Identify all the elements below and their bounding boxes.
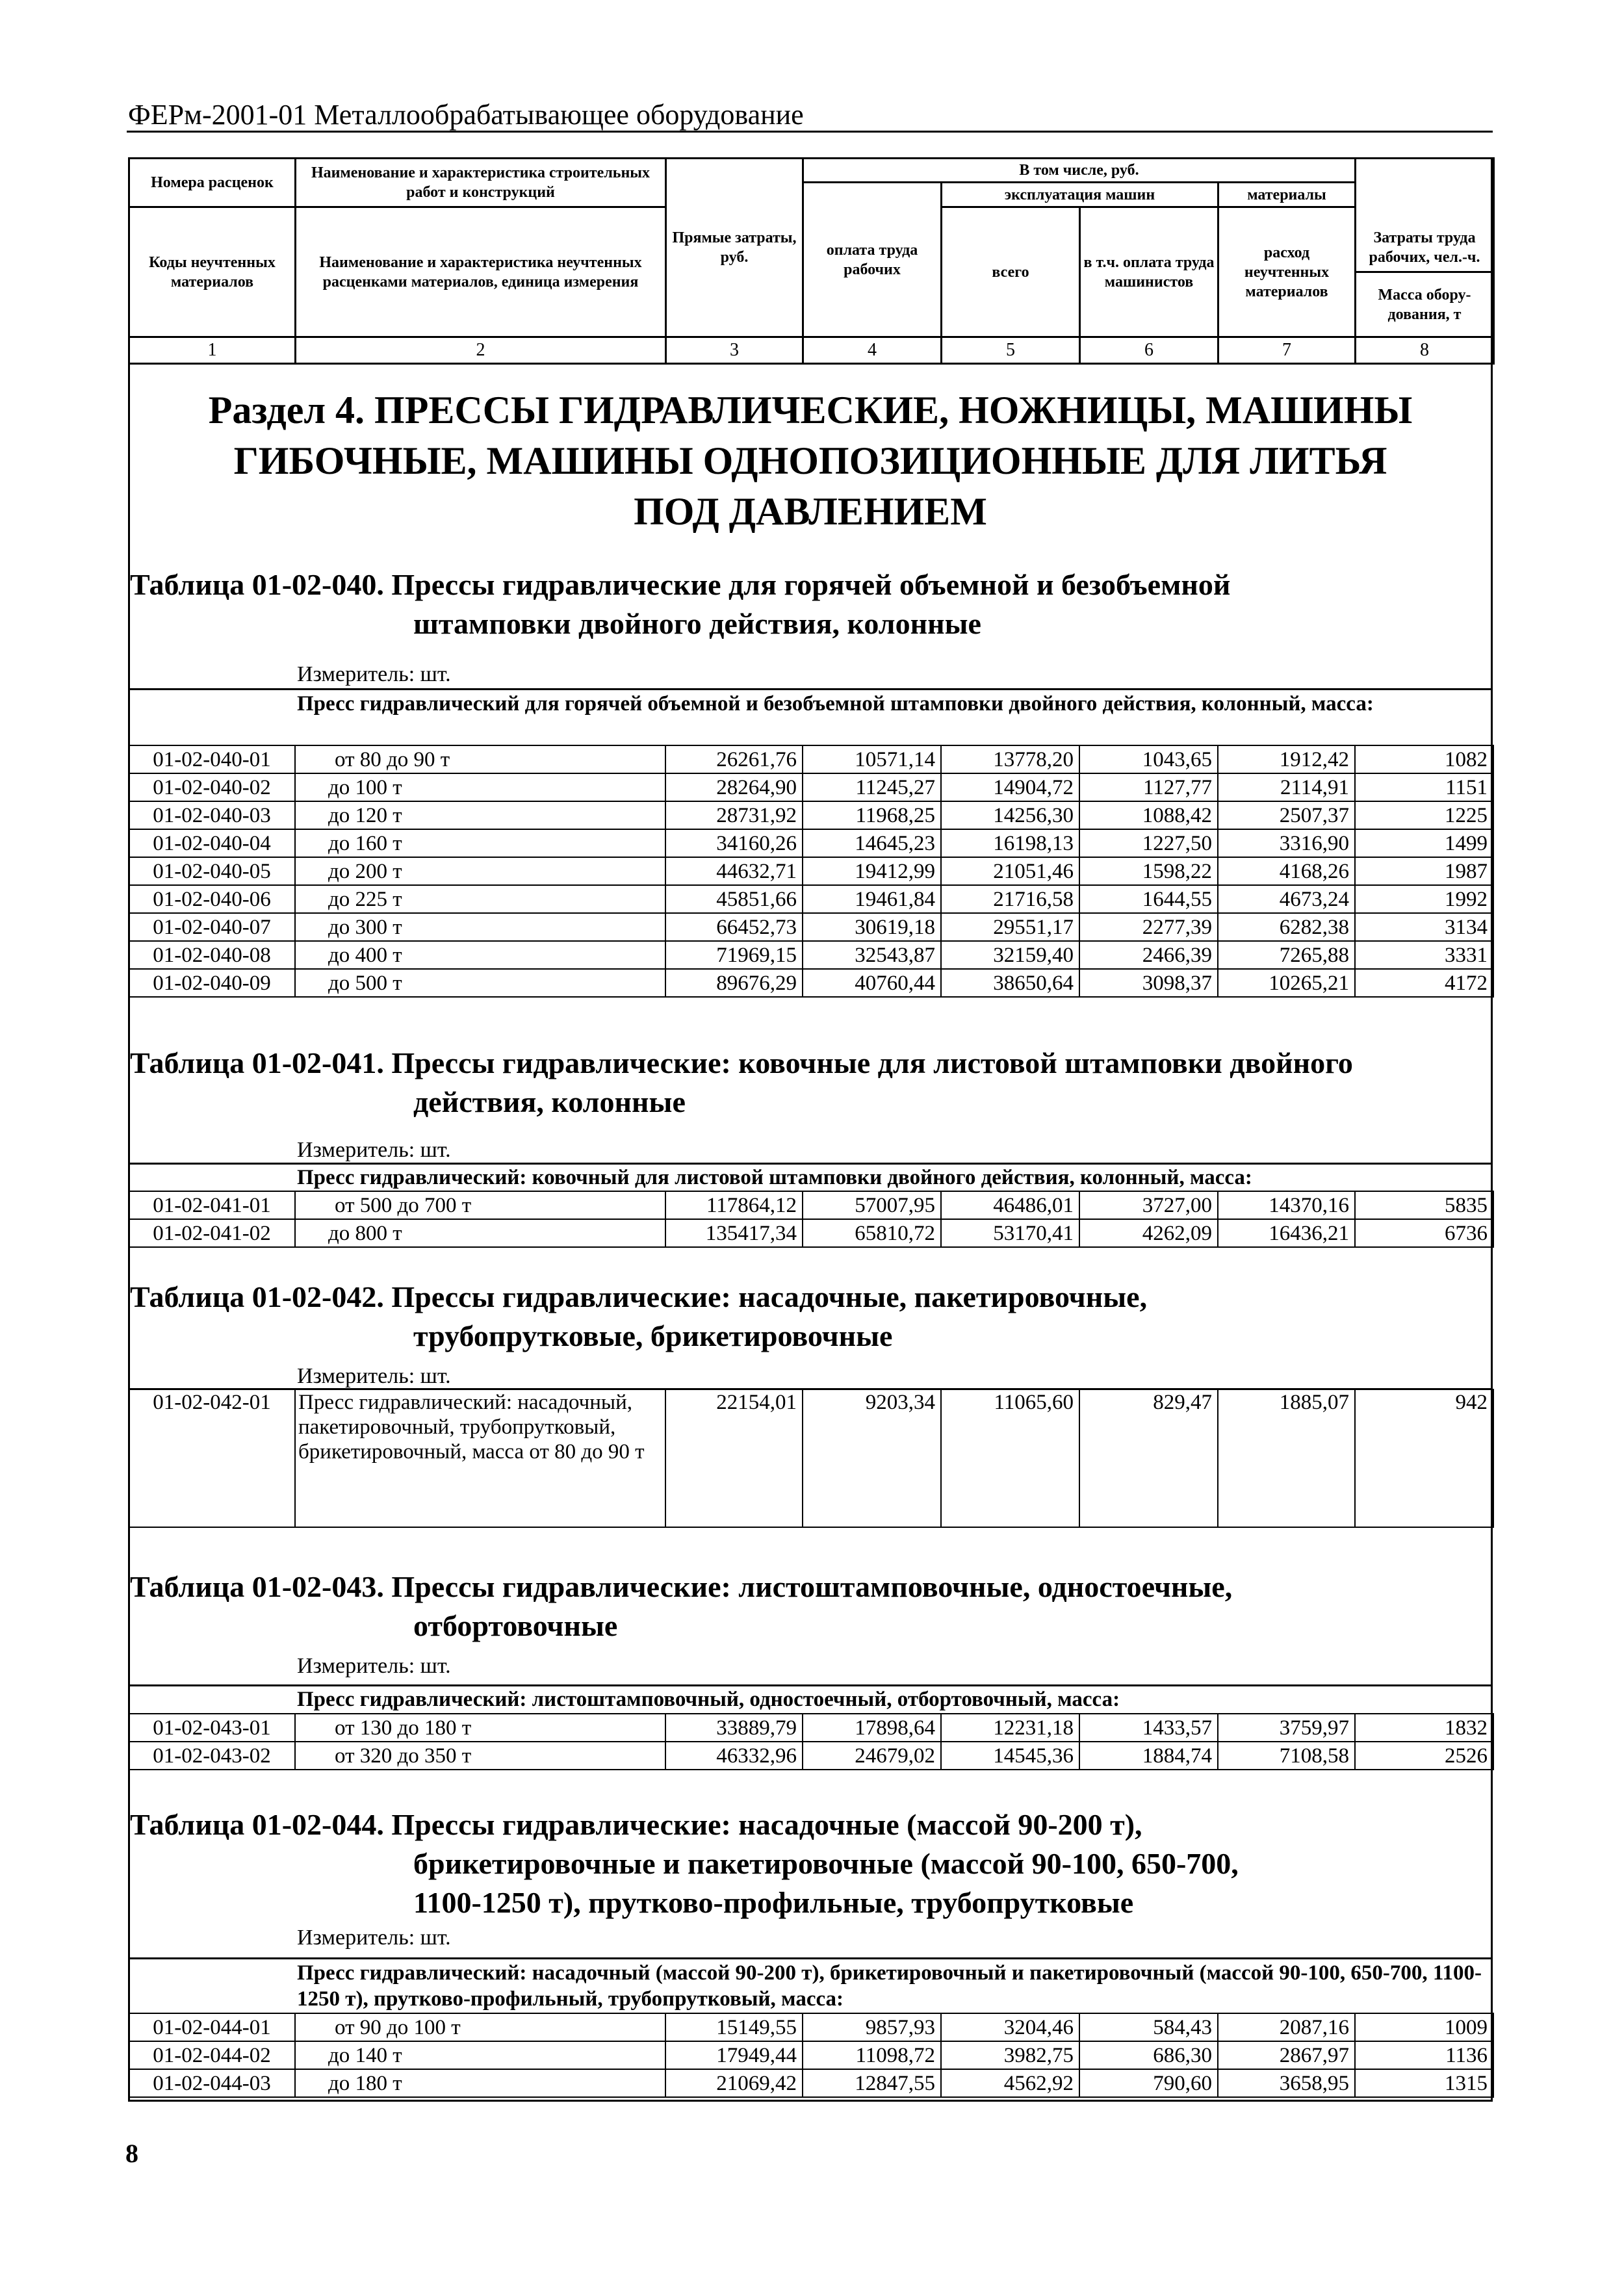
rate-code: 01-02-040-05 <box>129 857 295 885</box>
table-row <box>129 2041 1493 2069</box>
col4-header: оплата труда рабочих <box>803 183 942 337</box>
labor-hours: 4172 <box>1355 969 1493 997</box>
machines-total: 21051,46 <box>941 857 1079 885</box>
machinist-wages: 1598,22 <box>1079 857 1218 885</box>
labor-hours: 1225 <box>1355 801 1493 829</box>
worker-wages: 40760,44 <box>803 969 941 997</box>
col7-header: расход неучтенных материалов <box>1218 207 1356 337</box>
direct-costs: 44632,71 <box>665 857 803 885</box>
machines-total: 16198,13 <box>941 829 1079 857</box>
col1-header-top: Номера расценок <box>129 159 296 207</box>
table-044-rows <box>128 2013 1494 2098</box>
table-040-measure: Измеритель: шт. <box>297 662 451 686</box>
labor-hours: 5835 <box>1355 1191 1493 1219</box>
col-number-4: 4 <box>803 337 942 364</box>
rate-code: 01-02-040-01 <box>129 745 295 773</box>
table-042-title-rest: трубопрутковые, брикетировочные <box>413 1319 893 1352</box>
direct-costs: 26261,76 <box>665 745 803 773</box>
column-header <box>128 157 1495 365</box>
machines-total: 4562,92 <box>941 2069 1079 2097</box>
document-header-title: ФЕРм-2001-01 Металлообрабатывающее оборудование <box>128 99 804 131</box>
description: от 320 до 350 т <box>295 1742 665 1770</box>
materials-cost: 2114,91 <box>1218 773 1355 801</box>
rate-code: 01-02-044-02 <box>129 2041 295 2069</box>
rate-code: 01-02-040-08 <box>129 941 295 969</box>
header-rule <box>127 131 1493 133</box>
description: до 100 т <box>295 773 665 801</box>
materials-cost: 10265,21 <box>1218 969 1355 997</box>
table-043-measure: Измеритель: шт. <box>297 1654 451 1678</box>
col-number-3: 3 <box>666 337 803 364</box>
description: до 300 т <box>295 913 665 941</box>
labor-hours: 1136 <box>1355 2041 1493 2069</box>
table-row <box>129 745 1493 773</box>
page-number: 8 <box>125 2139 138 2168</box>
col5-header: всего <box>942 207 1080 337</box>
in-total-group-header: В том числе, руб. <box>803 159 1356 183</box>
rate-code: 01-02-044-03 <box>129 2069 295 2097</box>
col2-header-top: Наименование и характеристика строительных работ и конструкций <box>296 159 666 207</box>
table-043-title <box>130 1567 1488 1645</box>
materials-cost: 2507,37 <box>1218 801 1355 829</box>
machinist-wages: 1884,74 <box>1079 1742 1218 1770</box>
table-row <box>129 773 1493 801</box>
col3-header: Прямые затраты, руб. <box>666 159 803 337</box>
description: от 500 до 700 т <box>295 1191 665 1219</box>
table-043-rows <box>128 1713 1494 1770</box>
materials-cost: 1885,07 <box>1218 1389 1355 1527</box>
table-row <box>129 1742 1493 1770</box>
table-040-subhead: Пресс гидравлический для горячей объемной и безобъемной штамповки двойного действия, колонный, масса: <box>297 692 1374 716</box>
machinist-wages: 1433,57 <box>1079 1714 1218 1742</box>
rate-code: 01-02-041-01 <box>129 1191 295 1219</box>
machinist-wages: 1088,42 <box>1079 801 1218 829</box>
labor-hours: 3331 <box>1355 941 1493 969</box>
materials-cost: 16436,21 <box>1218 1219 1355 1247</box>
col1-header-bottom: Коды неучтенных материалов <box>129 207 296 337</box>
direct-costs: 21069,42 <box>665 2069 803 2097</box>
table-042-rows <box>128 1389 1494 1528</box>
rate-code: 01-02-040-09 <box>129 969 295 997</box>
machines-total: 46486,01 <box>941 1191 1079 1219</box>
col6-header: в т.ч. оплата труда машинистов <box>1080 207 1218 337</box>
table-040-title-lead: Таблица 01-02-040. Прессы гидравлические для горячей объемной и безобъемной <box>130 568 1231 601</box>
table-042-measure: Измеритель: шт. <box>297 1364 451 1388</box>
direct-costs: 33889,79 <box>665 1714 803 1742</box>
machinist-wages: 2277,39 <box>1079 913 1218 941</box>
rate-code: 01-02-044-01 <box>129 2013 295 2041</box>
description: до 180 т <box>295 2069 665 2097</box>
machines-total: 11065,60 <box>941 1389 1079 1527</box>
rate-code: 01-02-043-01 <box>129 1714 295 1742</box>
col-number-5: 5 <box>942 337 1080 364</box>
table-040-rows <box>128 745 1494 998</box>
table-042-title-lead: Таблица 01-02-042. Прессы гидравлические: насадочные, пакетировочные, <box>130 1280 1148 1313</box>
table-row <box>129 913 1493 941</box>
worker-wages: 10571,14 <box>803 745 941 773</box>
description: до 400 т <box>295 941 665 969</box>
worker-wages: 57007,95 <box>803 1191 941 1219</box>
table-044-subhead: Пресс гидравлический: насадочный (массой 90-200 т), брикетировочный и пакетировочный (массой 90-100, 650-700, 1100-1250 т), прутково-профильный, трубопрутковый, масса: <box>297 1961 1482 2011</box>
materials-cost: 2867,97 <box>1218 2041 1355 2069</box>
table-044-title-lead: Таблица 01-02-044. Прессы гидравлические: насадочные (массой 90-200 т), <box>130 1808 1142 1841</box>
table-row <box>129 2069 1493 2097</box>
table-row <box>129 2013 1493 2041</box>
direct-costs: 28264,90 <box>665 773 803 801</box>
table-row <box>129 941 1493 969</box>
labor-hours: 1082 <box>1355 745 1493 773</box>
machines-total: 3982,75 <box>941 2041 1079 2069</box>
table-041-title <box>130 1044 1488 1122</box>
worker-wages: 17898,64 <box>803 1714 941 1742</box>
col8-header-bottom: Масса обору-дования, т <box>1356 272 1494 337</box>
worker-wages: 9203,34 <box>803 1389 941 1527</box>
worker-wages: 65810,72 <box>803 1219 941 1247</box>
direct-costs: 46332,96 <box>665 1742 803 1770</box>
col-number-7: 7 <box>1218 337 1356 364</box>
table-044-title-rest-2: 1100-1250 т), прутково-профильные, трубопрутковые <box>413 1886 1134 1919</box>
table-040-title <box>130 565 1488 643</box>
worker-wages: 19461,84 <box>803 885 941 913</box>
machines-total: 32159,40 <box>941 941 1079 969</box>
machines-total: 29551,17 <box>941 913 1079 941</box>
machinist-wages: 3727,00 <box>1079 1191 1218 1219</box>
labor-hours: 1987 <box>1355 857 1493 885</box>
materials-cost: 4673,24 <box>1218 885 1355 913</box>
table-041-measure: Измеритель: шт. <box>297 1138 451 1162</box>
direct-costs: 135417,34 <box>665 1219 803 1247</box>
materials-cost: 14370,16 <box>1218 1191 1355 1219</box>
labor-hours: 3134 <box>1355 913 1493 941</box>
rate-code: 01-02-040-07 <box>129 913 295 941</box>
description: до 140 т <box>295 2041 665 2069</box>
table-044-title-rest-1: брикетировочные и пакетировочные (массой 90-100, 650-700, <box>413 1847 1239 1880</box>
description: от 80 до 90 т <box>295 745 665 773</box>
table-row <box>129 969 1493 997</box>
description: до 500 т <box>295 969 665 997</box>
materials-cost: 4168,26 <box>1218 857 1355 885</box>
machinist-wages: 2466,39 <box>1079 941 1218 969</box>
machinist-wages: 1227,50 <box>1079 829 1218 857</box>
table-row <box>129 1219 1493 1247</box>
worker-wages: 30619,18 <box>803 913 941 941</box>
divider <box>128 1957 1493 1959</box>
description: до 120 т <box>295 801 665 829</box>
machinist-wages: 584,43 <box>1079 2013 1218 2041</box>
labor-hours: 1832 <box>1355 1714 1493 1742</box>
description: до 160 т <box>295 829 665 857</box>
worker-wages: 9857,93 <box>803 2013 941 2041</box>
description: до 225 т <box>295 885 665 913</box>
description: от 90 до 100 т <box>295 2013 665 2041</box>
machines-total: 21716,58 <box>941 885 1079 913</box>
table-041-subhead: Пресс гидравлический: ковочный для листовой штамповки двойного действия, колонный, масса: <box>297 1166 1252 1189</box>
machines-total: 3204,46 <box>941 2013 1079 2041</box>
table-044-measure: Измеритель: шт. <box>297 1926 451 1950</box>
description: от 130 до 180 т <box>295 1714 665 1742</box>
col8-header-top: Затраты труда рабочих, чел.-ч. <box>1356 159 1494 272</box>
table-043-subhead: Пресс гидравлический: листоштамповочный, одностоечный, отбортовочный, масса: <box>297 1688 1120 1711</box>
table-row <box>129 1389 1493 1527</box>
direct-costs: 15149,55 <box>665 2013 803 2041</box>
description: Пресс гидравлический: насадочный, пакетировочный, трубопрутковый, брикетировочный, масса от 80 до 90 т <box>295 1389 665 1527</box>
table-043-title-rest: отбортовочные <box>413 1609 618 1642</box>
direct-costs: 71969,15 <box>665 941 803 969</box>
rate-code: 01-02-043-02 <box>129 1742 295 1770</box>
rate-code: 01-02-040-03 <box>129 801 295 829</box>
labor-hours: 942 <box>1355 1389 1493 1527</box>
materials-group-header: материалы <box>1218 183 1356 207</box>
rate-code: 01-02-040-04 <box>129 829 295 857</box>
materials-cost: 3658,95 <box>1218 2069 1355 2097</box>
rate-code: 01-02-042-01 <box>129 1389 295 1527</box>
machinist-wages: 1043,65 <box>1079 745 1218 773</box>
labor-hours: 1151 <box>1355 773 1493 801</box>
machines-total: 13778,20 <box>941 745 1079 773</box>
table-041-title-lead: Таблица 01-02-041. Прессы гидравлические: ковочные для листовой штамповки двойного <box>130 1046 1353 1079</box>
materials-cost: 3759,97 <box>1218 1714 1355 1742</box>
table-row <box>129 885 1493 913</box>
machines-total: 38650,64 <box>941 969 1079 997</box>
worker-wages: 11968,25 <box>803 801 941 829</box>
col-number-2: 2 <box>296 337 666 364</box>
machinist-wages: 3098,37 <box>1079 969 1218 997</box>
table-row <box>129 801 1493 829</box>
direct-costs: 89676,29 <box>665 969 803 997</box>
machinist-wages: 829,47 <box>1079 1389 1218 1527</box>
labor-hours: 1315 <box>1355 2069 1493 2097</box>
description: до 800 т <box>295 1219 665 1247</box>
machines-total: 14545,36 <box>941 1742 1079 1770</box>
worker-wages: 14645,23 <box>803 829 941 857</box>
labor-hours: 1499 <box>1355 829 1493 857</box>
col-number-8: 8 <box>1356 337 1494 364</box>
worker-wages: 12847,55 <box>803 2069 941 2097</box>
machines-total: 53170,41 <box>941 1219 1079 1247</box>
rate-code: 01-02-041-02 <box>129 1219 295 1247</box>
worker-wages: 24679,02 <box>803 1742 941 1770</box>
labor-hours: 1009 <box>1355 2013 1493 2041</box>
machinist-wages: 1127,77 <box>1079 773 1218 801</box>
machinist-wages: 790,60 <box>1079 2069 1218 2097</box>
direct-costs: 34160,26 <box>665 829 803 857</box>
labor-hours: 1992 <box>1355 885 1493 913</box>
worker-wages: 11098,72 <box>803 2041 941 2069</box>
direct-costs: 17949,44 <box>665 2041 803 2069</box>
materials-cost: 3316,90 <box>1218 829 1355 857</box>
materials-cost: 2087,16 <box>1218 2013 1355 2041</box>
machines-total: 14904,72 <box>941 773 1079 801</box>
table-044-title <box>130 1805 1488 1922</box>
table-043-title-lead: Таблица 01-02-043. Прессы гидравлические: листоштамповочные, одностоечные, <box>130 1570 1233 1603</box>
table-040-title-rest: штамповки двойного действия, колонные <box>413 607 981 640</box>
machinist-wages: 1644,55 <box>1079 885 1218 913</box>
materials-cost: 1912,42 <box>1218 745 1355 773</box>
direct-costs: 117864,12 <box>665 1191 803 1219</box>
machines-total: 12231,18 <box>941 1714 1079 1742</box>
worker-wages: 19412,99 <box>803 857 941 885</box>
worker-wages: 32543,87 <box>803 941 941 969</box>
labor-hours: 6736 <box>1355 1219 1493 1247</box>
col-number-1: 1 <box>129 337 296 364</box>
labor-hours: 2526 <box>1355 1742 1493 1770</box>
rate-code: 01-02-040-06 <box>129 885 295 913</box>
table-row <box>129 1191 1493 1219</box>
materials-cost: 7108,58 <box>1218 1742 1355 1770</box>
machines-total: 14256,30 <box>941 801 1079 829</box>
direct-costs: 45851,66 <box>665 885 803 913</box>
machines-group-header: эксплуатация машин <box>942 183 1218 207</box>
description: до 200 т <box>295 857 665 885</box>
rate-code: 01-02-040-02 <box>129 773 295 801</box>
direct-costs: 22154,01 <box>665 1389 803 1527</box>
col-number-6: 6 <box>1080 337 1218 364</box>
table-row <box>129 857 1493 885</box>
section-title: Раздел 4. ПРЕССЫ ГИДРАВЛИЧЕСКИЕ, НОЖНИЦЫ, МАШИНЫ ГИБОЧНЫЕ, МАШИНЫ ОДНОПОЗИЦИОННЫЕ ДЛЯ ЛИТЬЯ ПОД ДАВЛЕНИЕМ <box>208 389 1413 533</box>
worker-wages: 11245,27 <box>803 773 941 801</box>
table-042-title <box>130 1278 1488 1356</box>
direct-costs: 66452,73 <box>665 913 803 941</box>
col2-header-bottom: Наименование и характеристика неучтенных расценками материалов, единица измерения <box>296 207 666 337</box>
machinist-wages: 4262,09 <box>1079 1219 1218 1247</box>
direct-costs: 28731,92 <box>665 801 803 829</box>
materials-cost: 6282,38 <box>1218 913 1355 941</box>
machinist-wages: 686,30 <box>1079 2041 1218 2069</box>
table-row <box>129 1714 1493 1742</box>
table-row <box>129 829 1493 857</box>
table-041-rows <box>128 1191 1494 1248</box>
table-041-title-rest: действия, колонные <box>413 1085 686 1118</box>
divider <box>128 688 1493 690</box>
materials-cost: 7265,88 <box>1218 941 1355 969</box>
